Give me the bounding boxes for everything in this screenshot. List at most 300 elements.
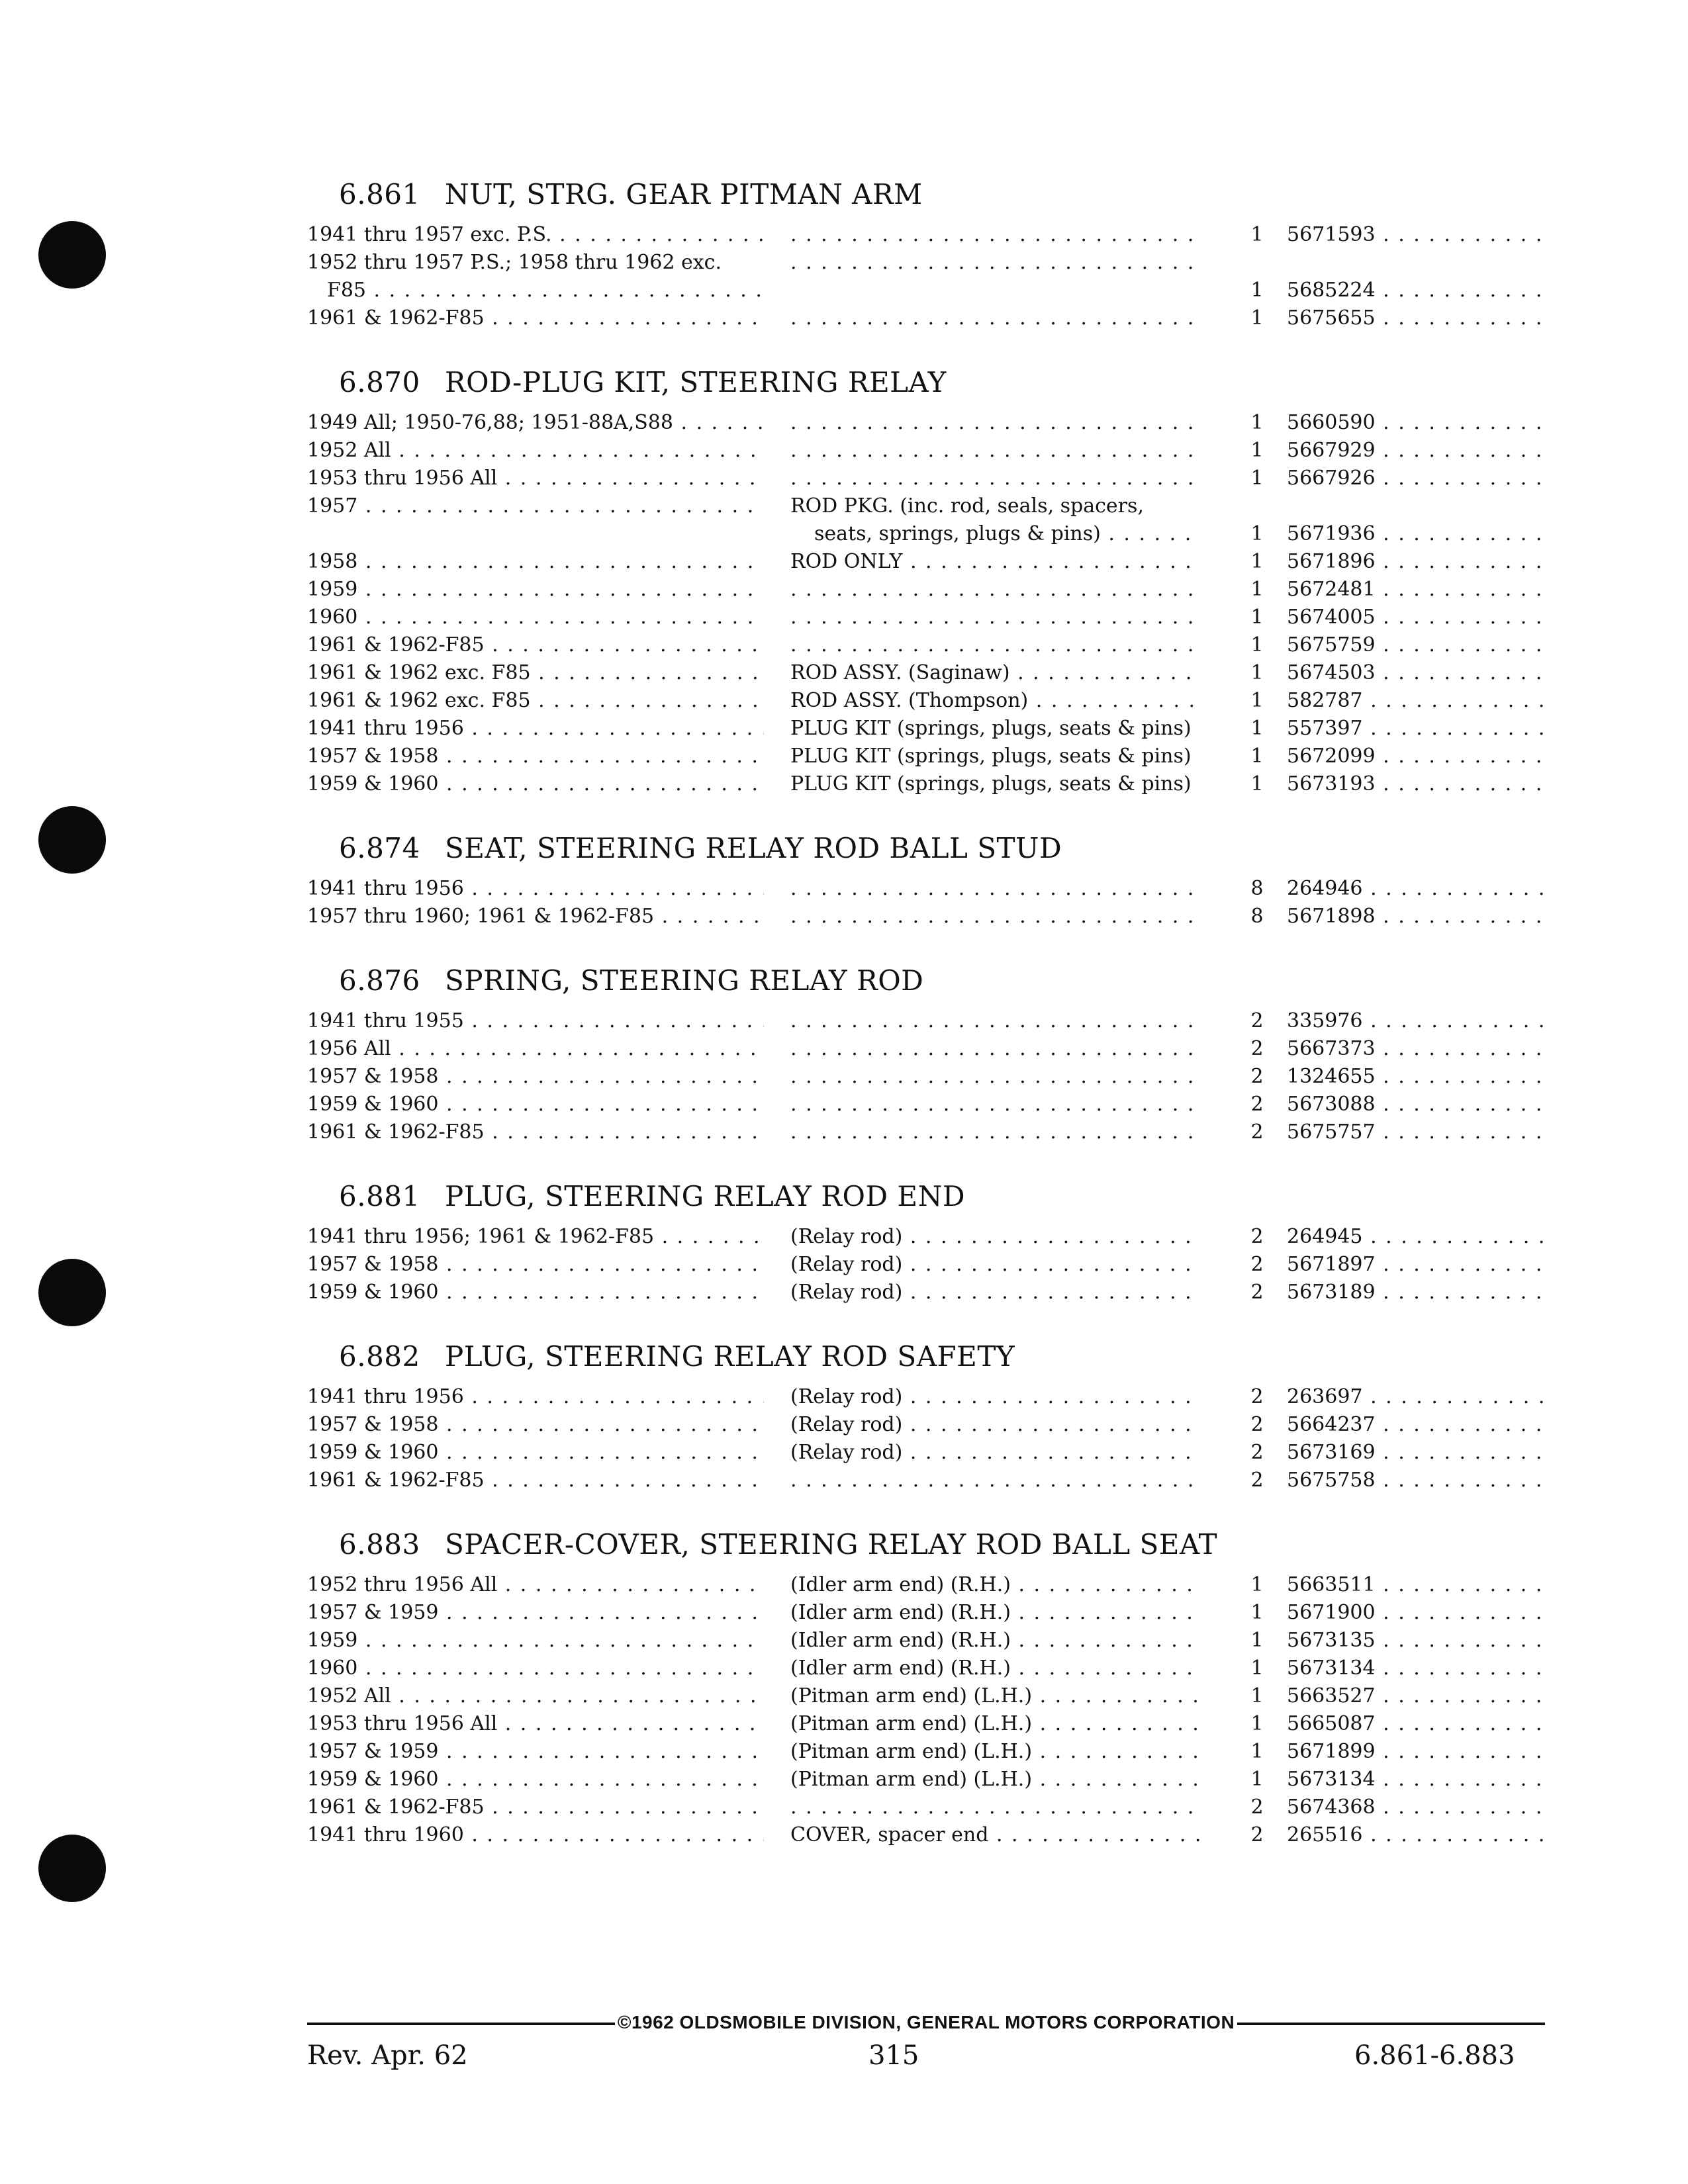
part-description	[790, 437, 1201, 465]
part-number-text: 5673189	[1287, 1281, 1376, 1304]
model-application	[307, 576, 764, 604]
model-application	[307, 1223, 764, 1251]
section-number: 6.881	[339, 1180, 420, 1212]
model-text: 1959 & 1960	[307, 1768, 439, 1791]
part-description	[790, 465, 1201, 492]
parts-row	[307, 1223, 1552, 1251]
parts-row	[307, 465, 1552, 492]
model-text: 1941 thru 1956	[307, 877, 464, 900]
description-text: (Relay rod)	[790, 1253, 903, 1276]
model-text: 1957 thru 1960; 1961 & 1962-F85	[307, 905, 655, 928]
quantity: 1	[1250, 1768, 1264, 1791]
part-number	[1287, 1383, 1552, 1411]
model-text: 1949 All; 1950-76,88; 1951-88A,S88	[307, 411, 673, 434]
parts-row	[307, 1035, 1552, 1063]
part-number	[1287, 465, 1552, 492]
description-text: (Pitman arm end) (L.H.)	[790, 1768, 1033, 1791]
part-number	[1287, 1794, 1552, 1821]
parts-row	[307, 1766, 1552, 1794]
part-number-text: 5671936	[1287, 522, 1376, 545]
part-number-text: 582787	[1287, 689, 1363, 712]
section-heading	[339, 827, 1552, 870]
parts-row	[307, 1063, 1552, 1091]
model-text: 1961 & 1962-F85	[307, 1796, 485, 1819]
quantity: 2	[1250, 1796, 1264, 1819]
quantity: 2	[1250, 1823, 1264, 1846]
quantity: 1	[1250, 606, 1264, 629]
part-number	[1287, 409, 1552, 437]
quantity: 2	[1250, 1065, 1264, 1088]
part-number-text: 5671898	[1287, 905, 1376, 928]
description-text: (Pitman arm end) (L.H.)	[790, 1740, 1033, 1763]
model-line-continued: F85	[327, 279, 366, 302]
parts-row	[307, 1655, 1552, 1682]
binder-hole	[38, 806, 106, 874]
model-text: 1957 & 1959	[307, 1740, 439, 1763]
section-6.861	[307, 173, 1552, 332]
section-number: 6.861	[339, 178, 420, 210]
model-text: 1952 All	[307, 1684, 391, 1707]
quantity: 1	[1250, 1712, 1264, 1735]
model-application	[307, 1794, 764, 1821]
part-description	[790, 659, 1201, 687]
part-number	[1287, 1063, 1552, 1091]
part-number-text: 5665087	[1287, 1712, 1376, 1735]
part-number-text: 5673193	[1287, 772, 1376, 796]
model-text: 1953 thru 1956 All	[307, 1712, 498, 1735]
parts-row	[307, 304, 1552, 332]
part-number-text: 5674503	[1287, 661, 1376, 684]
part-number	[1287, 1627, 1552, 1655]
part-number-text: 5671593	[1287, 223, 1376, 246]
part-description	[790, 409, 1201, 437]
part-description	[790, 903, 1201, 931]
part-description	[790, 1223, 1201, 1251]
part-number-text: 5671896	[1287, 550, 1376, 573]
model-application	[307, 465, 764, 492]
quantity: 1	[1250, 661, 1264, 684]
description-text: ROD ASSY. (Thompson)	[790, 689, 1029, 712]
section-6.874	[307, 827, 1552, 931]
model-application	[307, 1682, 764, 1710]
section-title: PLUG, STEERING RELAY ROD SAFETY	[445, 1340, 1015, 1373]
section-title: ROD-PLUG KIT, STEERING RELAY	[445, 366, 947, 398]
model-application	[307, 1007, 764, 1035]
model-text: 1959 & 1960	[307, 1093, 439, 1116]
quantity: 1	[1250, 223, 1264, 246]
section-title: NUT, STRG. GEAR PITMAN ARM	[445, 178, 923, 210]
binder-hole	[38, 1259, 106, 1326]
part-number	[1287, 1710, 1552, 1738]
parts-row	[307, 1738, 1552, 1766]
model-text: 1959	[307, 578, 358, 601]
part-number	[1287, 1251, 1552, 1279]
part-description	[790, 1439, 1201, 1467]
quantity: 2	[1250, 1385, 1264, 1408]
part-description	[790, 304, 1201, 332]
model-application	[307, 1251, 764, 1279]
binder-hole	[38, 221, 106, 289]
part-description	[790, 1251, 1201, 1279]
revision-date: Rev. Apr. 62	[307, 2040, 468, 2071]
quantity: 1	[1250, 689, 1264, 712]
description-text: PLUG KIT (springs, plugs, seats & pins)	[790, 745, 1192, 768]
part-description	[790, 1118, 1201, 1146]
model-application	[307, 1467, 764, 1494]
part-number	[1287, 1766, 1552, 1794]
part-number-text: 5672099	[1287, 745, 1376, 768]
section-title: SEAT, STEERING RELAY ROD BALL STUD	[445, 832, 1062, 864]
part-description	[790, 576, 1201, 604]
part-number	[1287, 221, 1552, 249]
parts-row	[307, 576, 1552, 604]
part-description	[790, 1766, 1201, 1794]
model-text: 1952 All	[307, 439, 391, 462]
part-description	[790, 743, 1201, 770]
part-number	[1287, 1223, 1552, 1251]
description-text: (Relay rod)	[790, 1441, 903, 1464]
parts-row	[307, 1439, 1552, 1467]
part-description	[790, 1007, 1201, 1035]
part-number	[1287, 903, 1552, 931]
model-text: 1961 & 1962 exc. F85	[307, 689, 531, 712]
part-number	[1287, 304, 1552, 332]
part-number	[1287, 1007, 1552, 1035]
quantity: 1	[1250, 439, 1264, 462]
quantity: 8	[1250, 905, 1264, 928]
parts-row	[307, 875, 1552, 903]
part-number	[1287, 1821, 1552, 1849]
model-application	[307, 492, 764, 520]
part-number-text: 5675655	[1287, 306, 1376, 330]
part-number-text: 5685224	[1287, 279, 1376, 302]
part-description	[790, 1571, 1201, 1599]
quantity: 1	[1250, 550, 1264, 573]
part-description	[790, 1467, 1201, 1494]
model-text: 1941 thru 1955	[307, 1009, 464, 1032]
model-text: 1941 thru 1956	[307, 717, 464, 740]
parts-row	[307, 1091, 1552, 1118]
description-text: PLUG KIT (springs, plugs, seats & pins)	[790, 772, 1192, 796]
model-text: 1961 & 1962 exc. F85	[307, 661, 531, 684]
model-text: 1957 & 1958	[307, 745, 439, 768]
part-number	[1287, 715, 1552, 743]
model-application	[307, 1035, 764, 1063]
parts-row	[307, 1467, 1552, 1494]
section-heading	[339, 173, 1552, 216]
parts-row	[307, 249, 1552, 304]
part-number	[1287, 576, 1552, 604]
part-number	[1287, 604, 1552, 631]
part-number	[1287, 1279, 1552, 1306]
part-number	[1287, 548, 1552, 576]
parts-row	[307, 1251, 1552, 1279]
model-application	[307, 1063, 764, 1091]
section-number: 6.876	[339, 964, 420, 997]
quantity: 1	[1250, 467, 1264, 490]
model-text: 1952 thru 1956 All	[307, 1573, 498, 1596]
model-text: 1941 thru 1956; 1961 & 1962-F85	[307, 1225, 655, 1248]
quantity: 2	[1250, 1120, 1264, 1144]
page-number: 315	[868, 2040, 919, 2071]
footer-copyright-rule	[307, 2009, 1545, 2036]
section-6.870	[307, 361, 1552, 798]
model-text: 1958	[307, 550, 358, 573]
quantity: 1	[1250, 1684, 1264, 1707]
part-number-text: 5671899	[1287, 1740, 1376, 1763]
model-text: 1953 thru 1956 All	[307, 467, 498, 490]
parts-row	[307, 770, 1552, 798]
quantity: 2	[1250, 1281, 1264, 1304]
section-heading	[339, 361, 1552, 404]
quantity: 2	[1250, 1413, 1264, 1436]
parts-row	[307, 604, 1552, 631]
model-application	[307, 1091, 764, 1118]
model-text: 1941 thru 1956	[307, 1385, 464, 1408]
model-application	[307, 249, 764, 304]
part-number-text: 335976	[1287, 1009, 1363, 1032]
model-application	[307, 1821, 764, 1849]
section-title: PLUG, STEERING RELAY ROD END	[445, 1180, 966, 1212]
quantity: 2	[1250, 1441, 1264, 1464]
model-application	[307, 1738, 764, 1766]
model-text: 1960	[307, 1657, 358, 1680]
group-range: 6.861-6.883	[1354, 2040, 1515, 2071]
section-heading	[339, 1336, 1552, 1378]
part-number	[1287, 687, 1552, 715]
part-description	[790, 1411, 1201, 1439]
model-application	[307, 1279, 764, 1306]
part-number	[1287, 770, 1552, 798]
parts-row	[307, 1794, 1552, 1821]
description-text: (Pitman arm end) (L.H.)	[790, 1684, 1033, 1707]
part-number-text: 5667373	[1287, 1037, 1376, 1060]
quantity: 1	[1250, 717, 1264, 740]
parts-row	[307, 1571, 1552, 1599]
quantity: 1	[1250, 306, 1264, 330]
part-number-text: 5673135	[1287, 1629, 1376, 1652]
part-description	[790, 604, 1201, 631]
section-number: 6.870	[339, 366, 420, 398]
section-number: 6.882	[339, 1340, 420, 1373]
part-description	[790, 1091, 1201, 1118]
part-number	[1287, 1035, 1552, 1063]
model-application	[307, 903, 764, 931]
model-application	[307, 770, 764, 798]
part-description	[790, 1063, 1201, 1091]
part-number	[1287, 659, 1552, 687]
part-number	[1287, 437, 1552, 465]
description-text: COVER, spacer end	[790, 1823, 989, 1846]
parts-row	[307, 1682, 1552, 1710]
quantity: 2	[1250, 1469, 1264, 1492]
section-title: SPACER-COVER, STEERING RELAY ROD BALL SEAT	[445, 1528, 1217, 1561]
part-number	[1287, 1439, 1552, 1467]
part-description	[790, 631, 1201, 659]
part-number	[1287, 1091, 1552, 1118]
model-text: 1959 & 1960	[307, 1441, 439, 1464]
part-number-text: 5671897	[1287, 1253, 1376, 1276]
part-number	[1287, 1118, 1552, 1146]
part-number-text: 265516	[1287, 1823, 1363, 1846]
part-number-text: 5663527	[1287, 1684, 1376, 1707]
part-number	[1287, 1571, 1552, 1599]
description-text: ROD ASSY. (Saginaw)	[790, 661, 1010, 684]
part-number-text: 5664237	[1287, 1413, 1376, 1436]
part-number-text: 5667929	[1287, 439, 1376, 462]
parts-row	[307, 1411, 1552, 1439]
part-description	[790, 1682, 1201, 1710]
model-text: 1957 & 1959	[307, 1601, 439, 1624]
model-application	[307, 1766, 764, 1794]
part-description	[790, 1383, 1201, 1411]
model-text: 1941 thru 1960	[307, 1823, 464, 1846]
section-6.881	[307, 1175, 1552, 1306]
description-text: (Idler arm end) (R.H.)	[790, 1657, 1011, 1680]
parts-row	[307, 1710, 1552, 1738]
part-number	[1287, 1655, 1552, 1682]
section-number: 6.883	[339, 1528, 420, 1561]
section-6.882	[307, 1336, 1552, 1494]
description-text: (Relay rod)	[790, 1281, 903, 1304]
section-6.876	[307, 960, 1552, 1146]
description-line-continued: seats, springs, plugs & pins)	[814, 522, 1101, 545]
part-description	[790, 1821, 1201, 1849]
quantity: 1	[1250, 279, 1264, 302]
description-text: ROD ONLY	[790, 550, 903, 573]
description-line: ROD PKG. (inc. rod, seals, spacers,	[790, 494, 1144, 518]
part-number-text: 5673134	[1287, 1657, 1376, 1680]
quantity: 1	[1250, 1740, 1264, 1763]
model-text: 1961 & 1962-F85	[307, 1469, 485, 1492]
parts-row	[307, 1279, 1552, 1306]
model-application	[307, 1439, 764, 1467]
section-title: SPRING, STEERING RELAY ROD	[445, 964, 924, 997]
part-description	[790, 1599, 1201, 1627]
part-number	[1287, 1738, 1552, 1766]
quantity: 1	[1250, 1601, 1264, 1624]
model-application	[307, 221, 764, 249]
part-number	[1287, 875, 1552, 903]
parts-row	[307, 1821, 1552, 1849]
section-number: 6.874	[339, 832, 420, 864]
part-number-text: 5674368	[1287, 1796, 1376, 1819]
part-number	[1287, 743, 1552, 770]
part-number-text: 5675758	[1287, 1469, 1376, 1492]
copyright-notice: ©1962 OLDSMOBILE DIVISION, GENERAL MOTORS CORPORATION	[615, 2012, 1237, 2032]
part-description	[790, 770, 1201, 798]
part-description	[790, 1655, 1201, 1682]
part-description	[790, 1738, 1201, 1766]
model-application	[307, 743, 764, 770]
parts-row	[307, 659, 1552, 687]
parts-row	[307, 903, 1552, 931]
part-number	[1287, 520, 1552, 548]
parts-row	[307, 1007, 1552, 1035]
part-number-text: 264946	[1287, 877, 1363, 900]
part-number-text: 5673134	[1287, 1768, 1376, 1791]
description-text: PLUG KIT (springs, plugs, seats & pins)	[790, 717, 1192, 740]
quantity: 2	[1250, 1093, 1264, 1116]
part-description	[790, 249, 1201, 277]
model-application	[307, 1710, 764, 1738]
model-text: 1957	[307, 494, 358, 518]
quantity: 1	[1250, 578, 1264, 601]
model-text: 1957 & 1958	[307, 1253, 439, 1276]
parts-row	[307, 221, 1552, 249]
model-application	[307, 304, 764, 332]
model-text: 1961 & 1962-F85	[307, 633, 485, 657]
part-number-text: 5675757	[1287, 1120, 1376, 1144]
model-text: 1960	[307, 606, 358, 629]
parts-row	[307, 1383, 1552, 1411]
parts-row	[307, 1599, 1552, 1627]
binder-hole	[38, 1835, 106, 1902]
parts-row	[307, 1627, 1552, 1655]
model-application	[307, 875, 764, 903]
section-heading	[339, 1524, 1552, 1566]
model-application	[307, 687, 764, 715]
part-description	[790, 1627, 1201, 1655]
part-number-text: 5673088	[1287, 1093, 1376, 1116]
model-application	[307, 1571, 764, 1599]
model-application	[307, 631, 764, 659]
quantity: 1	[1250, 1657, 1264, 1680]
parts-row	[307, 492, 1552, 548]
part-description	[790, 1794, 1201, 1821]
part-number	[1287, 631, 1552, 659]
model-application	[307, 548, 764, 576]
part-number-text: 557397	[1287, 717, 1363, 740]
model-application	[307, 1655, 764, 1682]
model-application	[307, 1383, 764, 1411]
part-number-text: 5674005	[1287, 606, 1376, 629]
part-number-text: 5672481	[1287, 578, 1376, 601]
part-number	[1287, 1467, 1552, 1494]
description-text: (Relay rod)	[790, 1225, 903, 1248]
parts-row	[307, 743, 1552, 770]
parts-row	[307, 409, 1552, 437]
model-line: 1952 thru 1957 P.S.; 1958 thru 1962 exc.	[307, 251, 722, 274]
part-number-text: 5673169	[1287, 1441, 1376, 1464]
model-text: 1961 & 1962-F85	[307, 306, 485, 330]
model-application	[307, 659, 764, 687]
parts-catalog-content	[307, 173, 1552, 1878]
model-application	[307, 1118, 764, 1146]
quantity: 2	[1250, 1225, 1264, 1248]
model-application	[307, 437, 764, 465]
model-application	[307, 409, 764, 437]
part-description	[790, 1035, 1201, 1063]
part-number-text: 5675759	[1287, 633, 1376, 657]
quantity: 2	[1250, 1009, 1264, 1032]
quantity: 1	[1250, 1573, 1264, 1596]
part-description	[790, 1710, 1201, 1738]
part-description	[790, 492, 1201, 548]
parts-row	[307, 687, 1552, 715]
section-heading	[339, 960, 1552, 1002]
quantity: 8	[1250, 877, 1264, 900]
model-text: 1959	[307, 1629, 358, 1652]
quantity: 1	[1250, 411, 1264, 434]
section-6.883	[307, 1524, 1552, 1849]
part-description	[790, 1279, 1201, 1306]
part-number-text: 5663511	[1287, 1573, 1376, 1596]
part-number	[1287, 1411, 1552, 1439]
model-text: 1959 & 1960	[307, 772, 439, 796]
quantity: 2	[1250, 1037, 1264, 1060]
part-number-text: 1324655	[1287, 1065, 1376, 1088]
